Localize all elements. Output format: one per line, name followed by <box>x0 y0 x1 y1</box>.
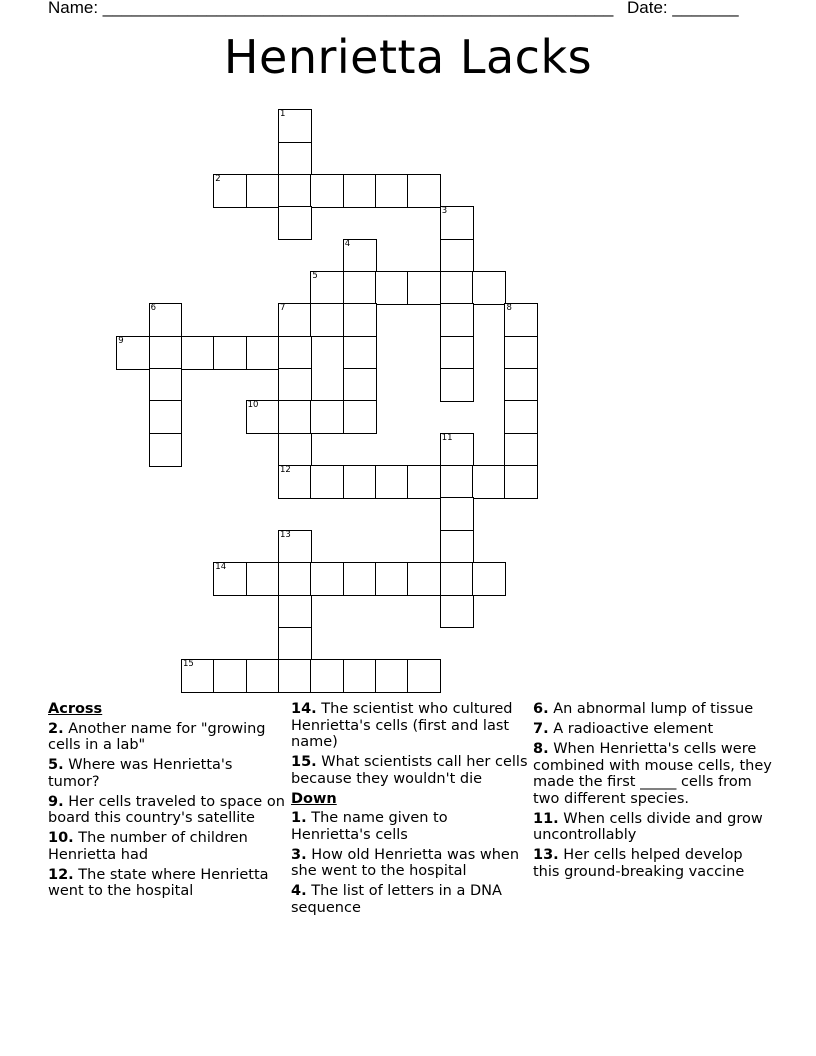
clue-number: 6. <box>533 701 549 717</box>
clue-number: 7 <box>280 303 286 314</box>
clue-text: When Henrietta's cells were combined with mouse cells, they made the first _____ cells from two different species. <box>533 741 772 807</box>
down-clue <box>533 701 773 718</box>
clue-text: Her cells traveled to space on board this country's satellite <box>48 793 285 826</box>
grid-cell[interactable] <box>504 400 538 434</box>
grid-cell[interactable] <box>440 336 474 370</box>
grid-cell[interactable] <box>278 400 312 434</box>
clue-text: When cells divide and grow uncontrollably <box>533 810 763 843</box>
clue-text: The name given to Henrietta's cells <box>291 810 448 843</box>
puzzle-title: Henrietta Lacks <box>223 30 593 84</box>
grid-cell[interactable] <box>343 659 377 693</box>
clue-number: 13 <box>280 529 291 540</box>
across-clue-list <box>48 721 288 900</box>
grid-cell[interactable] <box>310 400 344 434</box>
grid-cell[interactable] <box>310 465 344 499</box>
grid-cell[interactable] <box>213 174 247 208</box>
grid-cell[interactable] <box>375 659 409 693</box>
grid-cell[interactable] <box>310 562 344 596</box>
grid-cell[interactable] <box>278 595 312 629</box>
grid-cell[interactable] <box>504 368 538 402</box>
grid-cell[interactable] <box>375 174 409 208</box>
grid-cell[interactable] <box>504 465 538 499</box>
grid-cell[interactable] <box>278 336 312 370</box>
clue-number: 8. <box>533 741 549 757</box>
grid-cell[interactable] <box>343 336 377 370</box>
clue-text: Where was Henrietta's tumor? <box>48 757 233 790</box>
grid-cell[interactable] <box>246 174 280 208</box>
clues-column-2 <box>291 701 531 920</box>
grid-cell[interactable] <box>343 562 377 596</box>
grid-cell[interactable] <box>375 271 409 305</box>
grid-cell[interactable] <box>440 239 474 273</box>
grid-cell[interactable] <box>149 433 183 467</box>
grid-cell[interactable] <box>343 271 377 305</box>
grid-cell[interactable] <box>149 400 183 434</box>
clue-number: 12. <box>48 866 74 883</box>
grid-cell[interactable] <box>278 530 312 564</box>
grid-cell[interactable] <box>149 303 183 337</box>
clue-number: 13. <box>533 847 559 863</box>
across-heading: Across <box>48 701 103 717</box>
clue-number: 2. <box>48 720 64 737</box>
grid-cell[interactable] <box>181 659 215 693</box>
grid-cell[interactable] <box>440 595 474 629</box>
grid-cell[interactable] <box>440 465 474 499</box>
clue-number: 11. <box>533 810 559 827</box>
clue-number: 9 <box>118 335 124 346</box>
grid-cell[interactable] <box>407 271 441 305</box>
clue-number: 9. <box>48 793 64 810</box>
grid-cell[interactable] <box>375 465 409 499</box>
grid-cell[interactable] <box>278 562 312 596</box>
grid-cell[interactable] <box>149 336 183 370</box>
grid-cell[interactable] <box>472 271 506 305</box>
clue-number: 3 <box>441 206 448 217</box>
clue-number: 5 <box>312 271 318 281</box>
clue-number: 2 <box>215 173 221 184</box>
down-clue <box>533 811 773 844</box>
grid-cell[interactable] <box>310 659 344 693</box>
down-clue-list <box>291 810 531 916</box>
grid-cell[interactable] <box>343 174 377 208</box>
grid-cell[interactable] <box>278 206 312 240</box>
clue-number: 4. <box>291 883 307 899</box>
grid-cell[interactable] <box>440 271 474 305</box>
down-clue-list-continued <box>533 701 773 880</box>
grid-cell[interactable] <box>149 368 183 402</box>
grid-cell[interactable] <box>440 530 474 564</box>
grid-cell[interactable] <box>278 303 312 337</box>
grid-cell[interactable] <box>246 562 280 596</box>
clue-number: 7. <box>533 721 549 737</box>
grid-cell[interactable] <box>278 627 312 661</box>
clues-column-3 <box>533 701 773 884</box>
across-clue <box>48 830 288 863</box>
grid-cell[interactable] <box>246 336 280 370</box>
grid-cell[interactable] <box>407 174 441 208</box>
clue-text: An abnormal lump of tissue <box>548 701 754 717</box>
grid-cell[interactable] <box>440 303 474 337</box>
across-clue <box>48 794 288 827</box>
grid-cell[interactable] <box>375 562 409 596</box>
grid-cell[interactable] <box>246 400 280 434</box>
grid-cell[interactable] <box>278 174 312 208</box>
clue-number: 14 <box>215 562 227 573</box>
clue-text: The scientist who cultured Henrietta's cells (first and last name) <box>291 701 513 750</box>
grid-cell[interactable] <box>343 239 377 273</box>
clue-text: The number of children Henrietta had <box>48 830 248 863</box>
grid-cell[interactable] <box>310 271 344 305</box>
grid-cell[interactable] <box>278 368 312 402</box>
clue-number: 6 <box>150 303 157 314</box>
across-clue <box>48 757 288 790</box>
across-clue <box>48 867 288 900</box>
grid-cell[interactable] <box>343 400 377 434</box>
down-clue <box>291 883 531 916</box>
clue-number: 10. <box>48 830 74 846</box>
grid-cell[interactable] <box>440 497 474 531</box>
grid-cell[interactable] <box>343 368 377 402</box>
grid-cell[interactable] <box>213 562 247 596</box>
clue-number: 12 <box>280 465 291 476</box>
date-line: _______ <box>672 0 739 17</box>
grid-cell[interactable] <box>472 562 506 596</box>
clue-number: 4 <box>344 238 351 249</box>
clue-text: Another name for "growing cells in a lab" <box>48 720 266 753</box>
clue-number: 8 <box>506 303 512 314</box>
grid-cell[interactable] <box>181 336 215 370</box>
clue-number: 15 <box>182 659 194 670</box>
clue-number: 10 <box>247 400 259 411</box>
grid-cell[interactable] <box>472 465 506 499</box>
down-clue <box>291 847 531 880</box>
across-clue <box>291 754 531 787</box>
clue-text: What scientists call her cells because they wouldn't die <box>291 754 528 787</box>
grid-cell[interactable] <box>278 465 312 499</box>
clue-number: 1 <box>280 109 286 120</box>
grid-cell[interactable] <box>407 465 441 499</box>
grid-cell[interactable] <box>310 303 344 337</box>
grid-cell[interactable] <box>246 659 280 693</box>
down-heading: Down <box>291 790 337 807</box>
grid-cell[interactable] <box>116 336 150 370</box>
grid-cell[interactable] <box>213 659 247 693</box>
grid-cell[interactable] <box>440 368 474 402</box>
clue-text: A radioactive element <box>548 721 714 737</box>
across-clue <box>291 701 531 751</box>
grid-cell[interactable] <box>343 303 377 337</box>
clue-number: 14. <box>291 701 317 717</box>
grid-cell[interactable] <box>407 562 441 596</box>
grid-cell[interactable] <box>278 109 312 143</box>
grid-cell[interactable] <box>343 465 377 499</box>
down-clue <box>533 847 773 880</box>
grid-cell[interactable] <box>440 433 474 467</box>
down-clue <box>533 741 773 807</box>
clues-column-1 <box>48 701 288 903</box>
across-clue <box>48 721 288 754</box>
clue-number: 5. <box>48 757 64 773</box>
name-line: ______________________________________________________ <box>102 0 614 17</box>
grid-cell[interactable] <box>407 659 441 693</box>
clue-number: 15. <box>291 754 317 770</box>
clue-number: 11 <box>441 432 453 443</box>
grid-cell[interactable] <box>213 336 247 370</box>
grid-cell[interactable] <box>504 336 538 370</box>
clue-text: How old Henrietta was when she went to the hospital <box>291 846 520 879</box>
grid-cell[interactable] <box>278 433 312 467</box>
grid-cell[interactable] <box>440 206 474 240</box>
clue-number: 3. <box>291 846 307 863</box>
grid-cell[interactable] <box>504 433 538 467</box>
name-label: Name: <box>48 0 103 17</box>
down-clue <box>291 810 531 843</box>
grid-cell[interactable] <box>278 659 312 693</box>
clue-number: 1. <box>291 810 307 826</box>
grid-cell[interactable] <box>504 303 538 337</box>
grid-cell[interactable] <box>440 562 474 596</box>
grid-cell[interactable] <box>310 174 344 208</box>
across-clue-list-continued <box>291 701 531 787</box>
date-label: Date: <box>627 0 673 17</box>
grid-cell[interactable] <box>278 142 312 176</box>
clue-text: Her cells helped develop this ground-breaking vaccine <box>533 847 745 880</box>
down-clue <box>533 721 773 738</box>
clue-text: The state where Henrietta went to the hospital <box>48 866 269 899</box>
clue-text: The list of letters in a DNA sequence <box>291 883 502 916</box>
